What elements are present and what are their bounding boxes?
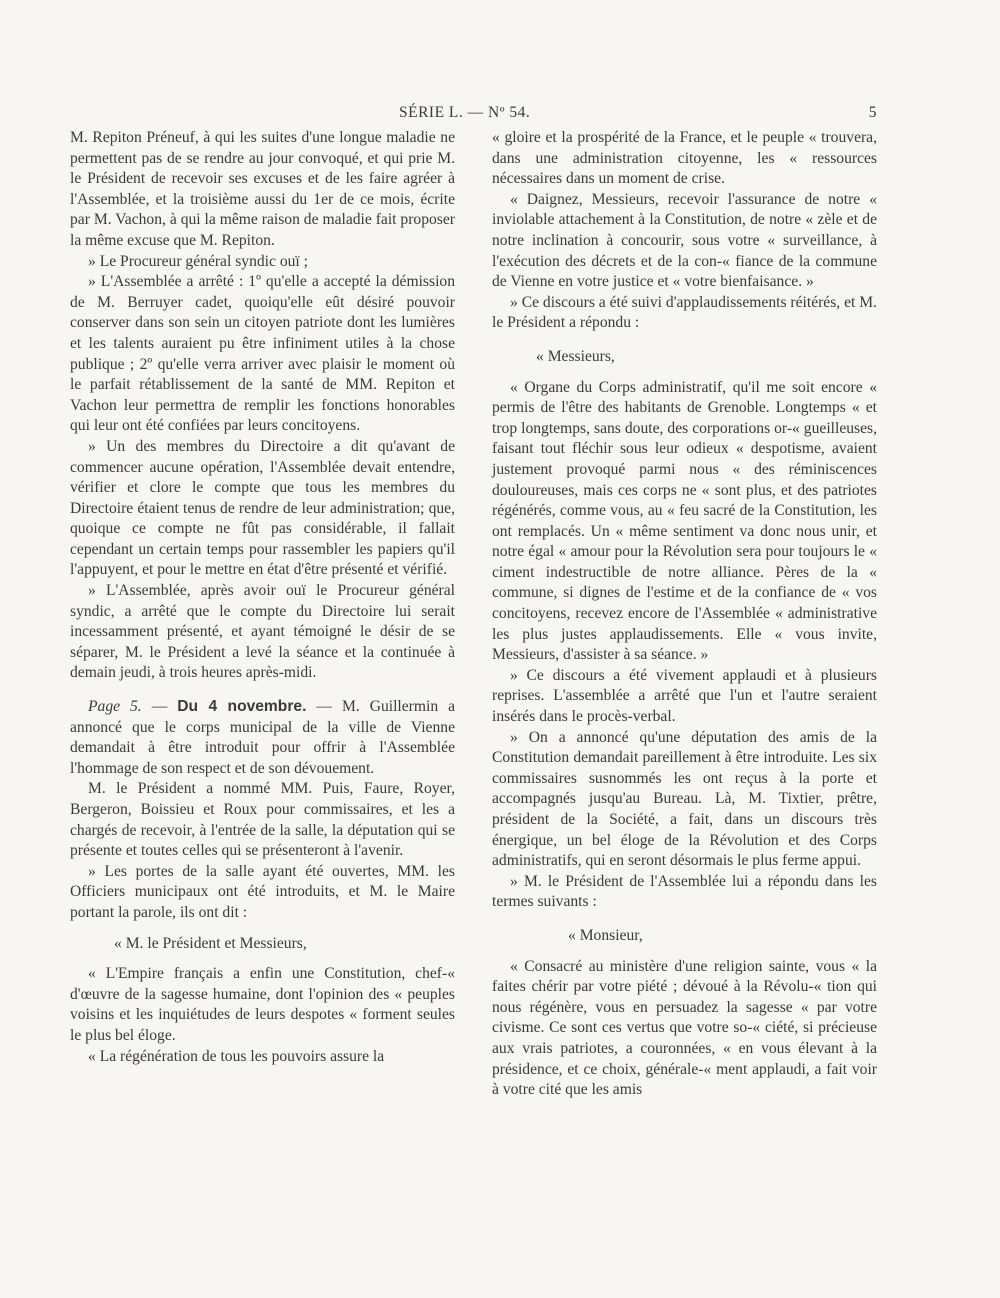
section-page-label: Page 5. bbox=[88, 698, 142, 716]
paragraph: M. le Président a nommé MM. Puis, Faure, Royer, Bergeron, Boissieu et Roux pour commissaires, et les a chargés de recevoir, à l'entrée de la salle, la députation qui se présente et toutes celles qui se présenteront à l'avenir. bbox=[70, 780, 455, 860]
section-dash: — bbox=[141, 698, 178, 716]
section-paragraph bbox=[70, 697, 455, 779]
left-column bbox=[70, 128, 455, 1067]
paragraph: » L'Assemblée, après avoir ouï le Procureur général syndic, a arrêté que le compte du Directoire lui serait incessamment présenté, et ayant témoigné le désir de se séparer, M. le Président a levé la séance et la continuée à demain jeudi, à trois heures après-midi. bbox=[70, 582, 455, 682]
section-text: M. Guillermin a annoncé que le corps municipal de la ville de Vienne demandait à être introduit pour offrir à l'Assemblée l'hommage de son respect et de son dévouement. bbox=[70, 698, 456, 777]
page-header bbox=[69, 104, 877, 124]
paragraph: « La régénération de tous les pouvoirs assure la bbox=[88, 1047, 385, 1065]
paragraph: » Le Procureur général syndic ouï ; bbox=[88, 252, 308, 270]
right-column bbox=[492, 128, 877, 1101]
section-date: Du 4 novembre. bbox=[177, 698, 307, 716]
paragraph: » Ce discours a été vivement applaudi et à plusieurs reprises. L'assemblée a arrêté que l'un et l'autre seraient insérés dans le procès-verbal. bbox=[492, 666, 877, 726]
paragraph: « L'Empire français a enfin une Constitution, chef-« d'œuvre de la sagesse humaine, dont l'opinion des « peuples voisins et les inquiétudes de leurs despotes « forment seules le plus bel éloge. bbox=[70, 965, 455, 1044]
section-dash: — bbox=[306, 698, 342, 716]
salutation: « Messieurs, bbox=[536, 347, 615, 365]
salutation: « Monsieur, bbox=[568, 926, 643, 944]
paragraph: » Ce discours a été suivi d'applaudissements réitérés, et M. le Président a répondu : bbox=[492, 293, 878, 332]
paragraph: « Daignez, Messieurs, recevoir l'assurance de notre « inviolable attachement à la Constitution, de notre « zèle et de notre inclination à concourir, sous votre « surveillance, à l'exécution des décrets et de la con-« fiance de la commune de Vienne en votre justice et « votre bienfaisance. » bbox=[492, 190, 877, 291]
paragraph: » Un des membres du Directoire a dit qu'avant de commencer aucune opération, l'Assemblée devait entendre, vérifier et clore le compte que tous les membres du Directoire étaient tenus de rendre de leur administration; que, quoique ce compte ne fût pas considérable, il fallait cependant un certain temps pour rassembler les papiers qu'il l'appuyent, et pour le mettre en état d'être présenté et vérifié. bbox=[70, 437, 455, 579]
salutation: « M. le Président et Messieurs, bbox=[114, 934, 307, 952]
paragraph: » L'Assemblée a arrêté : 1º qu'elle a accepté la démission de M. Berruyer cadet, quoiqu'elle eût désiré pouvoir conserver dans son sein un citoyen patriote dont les lumières et les talents auraient pu être infiniment utiles à la chose publique ; 2º qu'elle verra arriver avec plaisir le moment où le parfait rétablissement de la santé de MM. Repiton et Vachon leur permettra de remplir les fonctions honorables qui leur ont été confiées par leurs concitoyens. bbox=[70, 273, 455, 435]
paragraph: « gloire et la prospérité de la France, et le peuple « trouvera, dans une administration citoyenne, les « ressources nécessaires dans un moment de crise. bbox=[492, 129, 877, 188]
series-heading: SÉRIE L. — Nº 54. bbox=[399, 104, 531, 121]
paragraph: M. Repiton Préneuf, à qui les suites d'une longue maladie ne permettent pas de se rendre au jour convoqué, et qui prie M. le Président de recevoir ses excuses et de les faire agréer à l'Assemblée, et la troisième aussi du 1er de ce mois, écrite par M. Vachon, à qui la même raison de maladie fait proposer la même excuse que M. Repiton. bbox=[70, 129, 455, 249]
paragraph: « Organe du Corps administratif, qu'il me soit encore « permis de l'être des habitants de Grenoble. Longtemps « et trop longtemps, sans doute, des corporations or-« gueilleuses, faisant tout fléchir sous leur odieux « despotisme, avaient justement provoqué parmi nous « des réminiscences douloureuses, mais ces corps ne « sont plus, et des patriotes régénérés, comme vous, au « feu sacré de la Constitution, les ont remplacés. Un « même sentiment va donc nous unir, et notre égal « amour pour la Révolution sera pour toujours le « ciment indestructible de notre alliance. Pères de la « commune, si dignes de l'estime et de la confiance de « vos concitoyens, recevez encore de l'Assemblée « administrative les plus justes applaudissements. Elle « vous invite, Messieurs, d'assister à sa séance. » bbox=[492, 378, 877, 664]
paragraph: « Consacré au ministère d'une religion sainte, vous « la faites chérir par votre piété ; dévoué à la Révolu-« tion qui nous régénère, vous en persuadez la sagesse « par votre civisme. Ce sont ces vertus que votre so-« ciété, si précieuse aux vrais patriotes, a couronnées, « en vous élevant à la présidence, et ce choix, générale-« ment applaudi, a fait voir à votre cité que les amis bbox=[492, 957, 877, 1099]
paragraph: » M. le Président de l'Assemblée lui a répondu dans les termes suivants : bbox=[492, 872, 877, 911]
paragraph: » On a annoncé qu'une députation des amis de la Constitution demandait pareillement à être introduite. Les six commissaires susnommés les ont reçus à la porte et accompagnés jusqu'au Bureau. Là, M. Tixtier, prêtre, président de la Société, a fait, dans un discours très énergique, un bel éloge de la Révolution et des Corps administratifs, qui en seront désormais le plus ferme appui. bbox=[492, 728, 877, 870]
page-number: 5 bbox=[868, 104, 877, 121]
paragraph: » Les portes de la salle ayant été ouvertes, MM. les Officiers municipaux ont été introduits, et M. le Maire portant la parole, ils ont dit : bbox=[70, 862, 455, 921]
